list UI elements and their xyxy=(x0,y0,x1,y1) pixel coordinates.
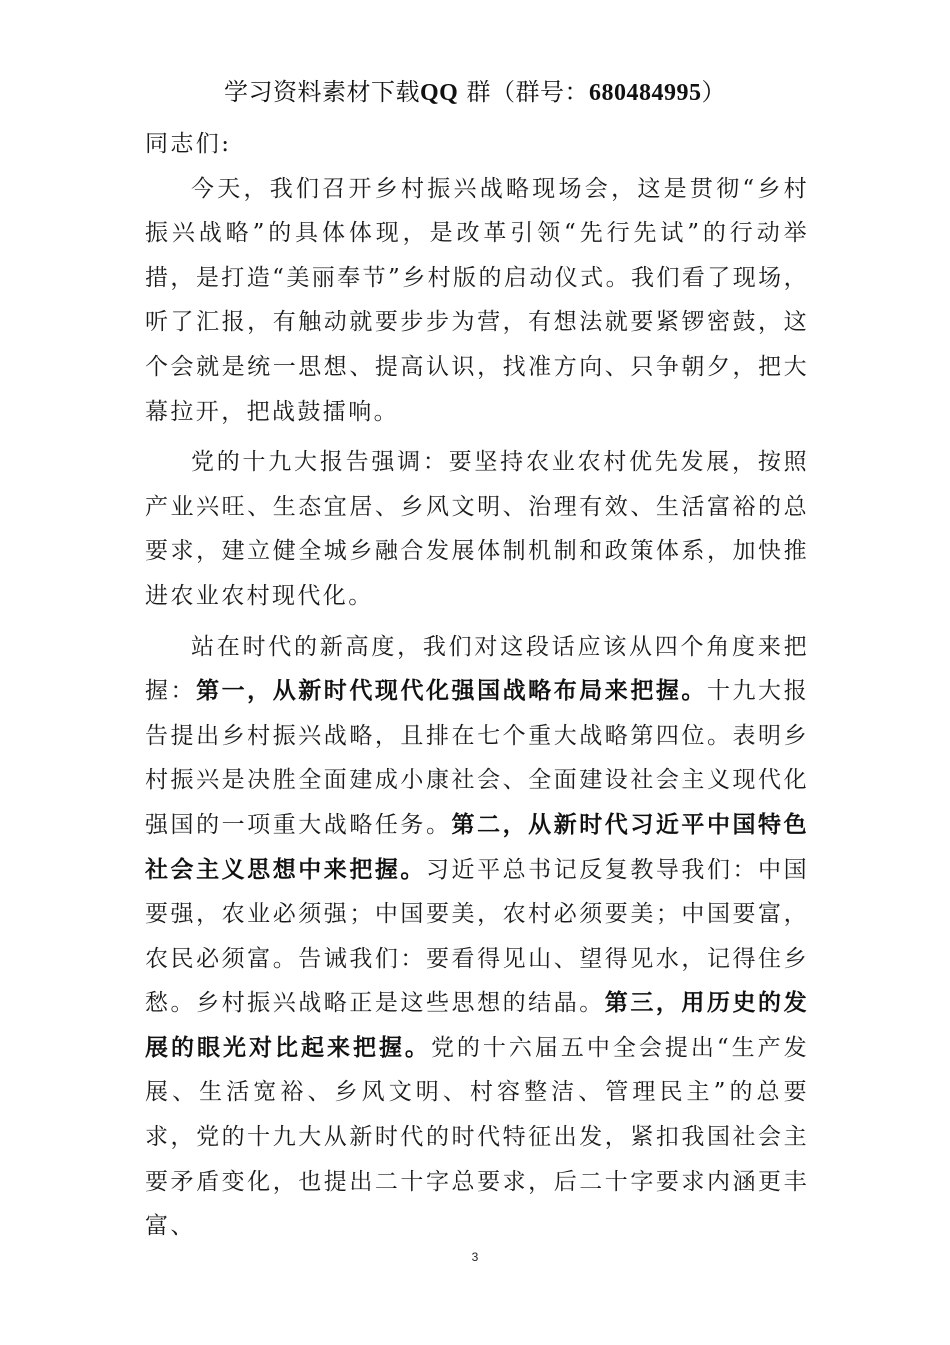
header-suffix: ） xyxy=(701,78,726,106)
page-number: 3 xyxy=(471,1250,479,1264)
header-group: 群（群号： xyxy=(466,78,589,106)
paragraph-3 xyxy=(145,625,809,1249)
point-3-heading: 第三，用历史的发展的眼光对比起来把握。 xyxy=(145,989,810,1061)
document-body xyxy=(145,122,809,1249)
paragraph-1: 今天，我们召开乡村振兴战略现场会，这是贯彻“乡村振兴战略”的具体体现，是改革引领“先行先试”的行动举措，是打造“美丽奉节”乡村版的启动仪式。我们看了现场，听了汇报，有触动就要步步为营，有想法就要紧锣密鼓，这个会就是统一思想、提高认识，找准方向、只争朝夕，把大幕拉开，把战鼓擂响。 xyxy=(145,175,809,425)
point-1-heading: 第一，从新时代现代化强国战略布局来把握。 xyxy=(196,677,707,705)
paragraph-3-text-1: 站在时代的新高度，我们对这段话应该从四个角度来把握： xyxy=(145,633,809,705)
paragraph-3-text-3: 习近平总书记反复教导我们：中国要强，农业必须强；中国要美，农村必须要美；中国要富，农民必须富。告诫我们：要看得见山、望得见水，记得住乡愁。乡村振兴战略正是这些思想的结晶。 xyxy=(145,856,809,1017)
point-2-heading: 第二，从新时代习近平中国特色社会主义思想中来把握。 xyxy=(145,810,809,883)
header-number: 680484995 xyxy=(588,80,702,106)
paragraph-3-text-4: 党的十六届五中全会提出“生产发展、生活宽裕、乡风文明、村容整洁、管理民主”的总要求，党的十九大从新时代的时代特征出发，紧扣我国社会主要矛盾变化，也提出二十字总要求，后二十字要求内涵更丰富、 xyxy=(145,1034,809,1240)
page-header xyxy=(0,72,950,107)
paragraph-3-text-2: 十九大报告提出乡村振兴战略，且排在七个重大战略第四位。表明乡村振兴是决胜全面建成小康社会、全面建设社会主义现代化强国的一项重大战略任务。 xyxy=(145,678,809,838)
header-qq: QQ xyxy=(420,80,459,106)
paragraph-2: 党的十九大报告强调：要坚持农业农村优先发展，按照产业兴旺、生态宜居、乡风文明、治理有效、生活富裕的总要求，建立健全城乡融合发展体制机制和政策体系，加快推进农业农村现代化。 xyxy=(145,449,809,609)
header-prefix: 学习资料素材下载 xyxy=(224,78,420,106)
salutation: 同志们: xyxy=(145,131,232,157)
